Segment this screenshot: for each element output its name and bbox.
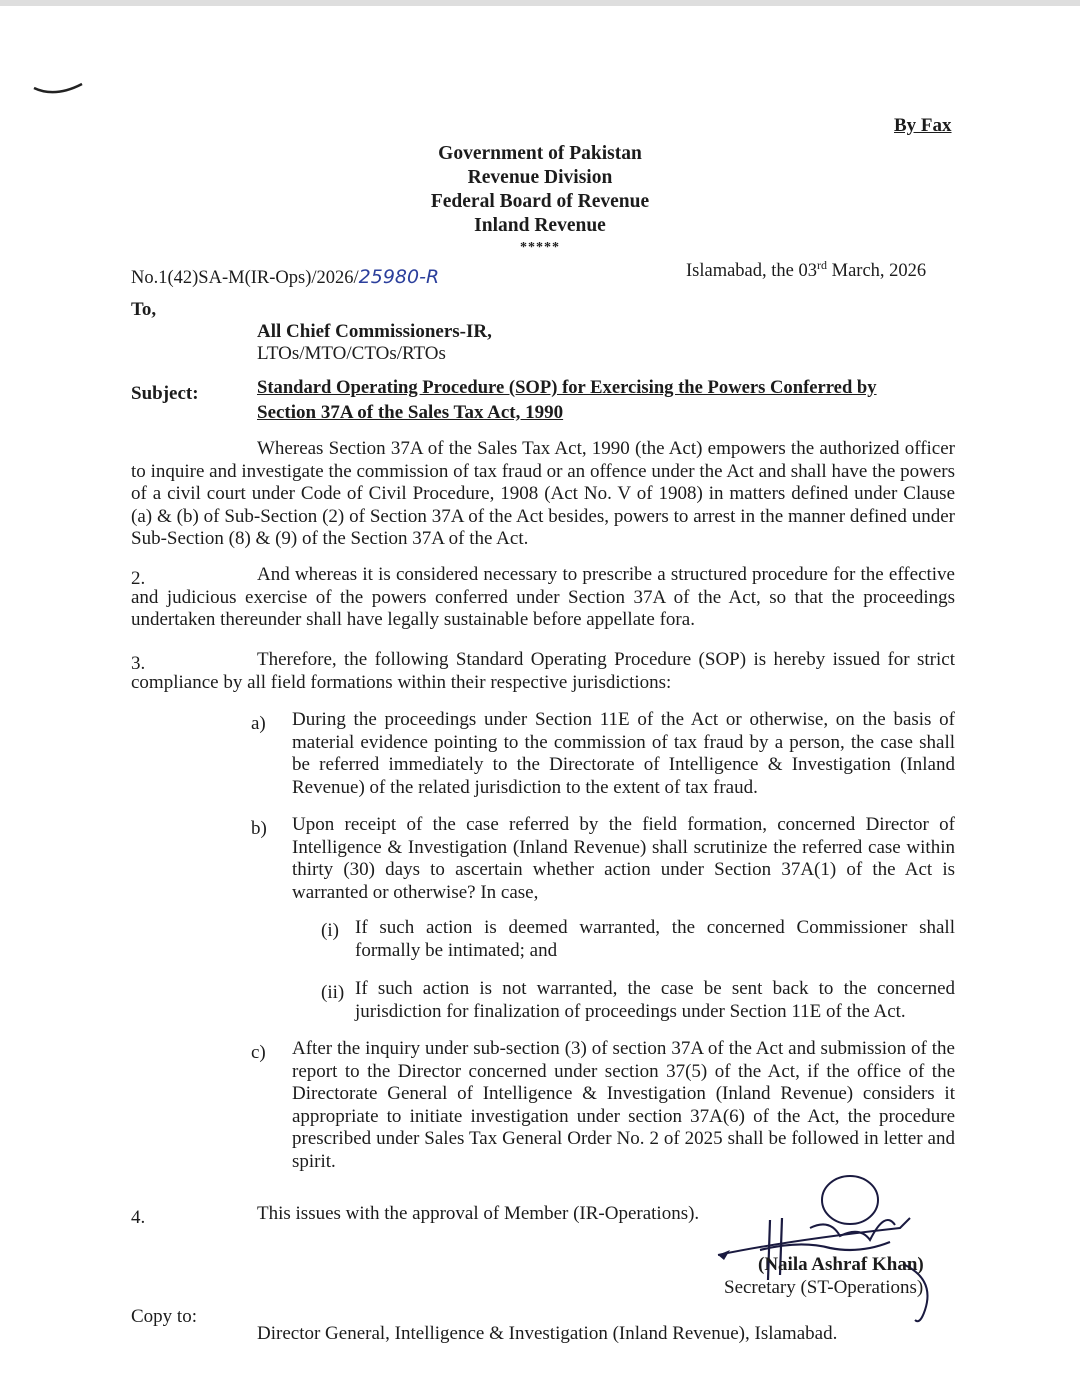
letterhead <box>340 142 740 258</box>
to-label: To, <box>131 299 157 320</box>
paragraph-1: Whereas Section 37A of the Sales Tax Act, 1990 (the Act) empowers the authorized officer to inquire and investigate the commission of tax fraud or an offence under the Act and shall have the powers of a civil court under Code of Civil Procedure, 1908 (Act No. V of 1908) in matters defined under Clause (a) & (b) of Sub-Section (2) of Section 37A of the Act besides, powers to arrest in the manner defined under Sub-Section (8) & (9) of the Section 37A of the Act. <box>131 438 955 549</box>
delivery-mode: By Fax <box>894 115 952 136</box>
subitem-ii-text: If such action is not warranted, the case be sent back to the concerned jurisdiction for finalization of proceedings under Section 11E of the Act. <box>355 978 955 1022</box>
subitem-i-label: (i) <box>321 920 339 941</box>
recipient-line-1: All Chief Commissioners-IR, <box>257 321 492 342</box>
letter-date: Islamabad, the 03rd March, 2026 <box>686 258 927 282</box>
reference-printed: No.1(42)SA-M(IR-Ops)/2026/ <box>131 268 359 288</box>
subject-label: Subject: <box>131 383 199 404</box>
paragraph-2-number: 2. <box>131 568 146 589</box>
item-b-label: b) <box>251 818 267 839</box>
item-b-text: Upon receipt of the case referred by the field formation, concerned Director of Intelligence & Investigation (Inland Revenue) shall scrutinize the referred case within thirty (30) days to ascertain whether action under Section 37A(1) of the Act is warranted or otherwise? In case, <box>292 814 955 903</box>
item-a-label: a) <box>251 713 266 734</box>
item-a-text: During the proceedings under Section 11E of the Act or otherwise, on the basis of material evidence pointing to the commission of tax fraud by a person, the case shall be referred immediately to the Directorate of Intelligence & Investigation (Inland Revenue) of the related jurisdiction to the extent of tax fraud. <box>292 709 955 798</box>
copy-recipient: Director General, Intelligence & Investigation (Inland Revenue), Islamabad. <box>257 1323 838 1344</box>
subject-line-1: Standard Operating Procedure (SOP) for Exercising the Powers Conferred by <box>257 377 877 398</box>
separator: ***** <box>520 240 560 255</box>
reference-number <box>131 266 439 289</box>
item-c-label: c) <box>251 1042 266 1063</box>
scan-edge <box>0 0 1080 6</box>
subject-line-2: Section 37A of the Sales Tax Act, 1990 <box>257 402 564 423</box>
paragraph-3-number: 3. <box>131 653 146 674</box>
org-line-2: Revenue Division <box>467 167 613 188</box>
org-line-1: Government of Pakistan <box>438 143 642 164</box>
org-line-3: Federal Board of Revenue <box>430 191 650 212</box>
scan-mark <box>30 78 90 102</box>
paragraph-2: And whereas it is considered necessary to prescribe a structured procedure for the effective and judicious exercise of the powers conferred under Section 37A of the Act, so that the proceedings undertaken thereunder shall have legally sustainable before appellate fora. <box>131 564 955 630</box>
signatory-title: Secretary (ST-Operations) <box>724 1277 924 1298</box>
copy-label: Copy to: <box>131 1306 197 1327</box>
org-line-4: Inland Revenue <box>474 215 606 236</box>
recipient-line-2: LTOs/MTO/CTOs/RTOs <box>257 343 446 364</box>
subitem-ii-label: (ii) <box>321 982 345 1003</box>
signature-scribble <box>710 1170 950 1330</box>
paragraph-4: This issues with the approval of Member (IR-Operations). <box>257 1203 700 1224</box>
item-c-text: After the inquiry under sub-section (3) of section 37A of the Act and submission of the report to the Director concerned under section 37(5) of the Act, if the office of the Directorate General of Intelligence & Investigation (Inland Revenue) considers it appropriate to initiate investigation under section 37A(6) of the Act, the procedure prescribed under Sales Tax General Order No. 2 of 2025 shall be followed in letter and spirit. <box>292 1038 955 1172</box>
paragraph-4-number: 4. <box>131 1207 146 1228</box>
subitem-i-text: If such action is deemed warranted, the concerned Commissioner shall formally be intimated; and <box>355 917 955 961</box>
signatory-name: (Naila Ashraf Khan) <box>758 1254 924 1275</box>
reference-handwritten: 25980-R <box>358 266 440 288</box>
paragraph-3: Therefore, the following Standard Operating Procedure (SOP) is hereby issued for strict compliance by all field formations within their respective jurisdictions: <box>131 649 955 693</box>
